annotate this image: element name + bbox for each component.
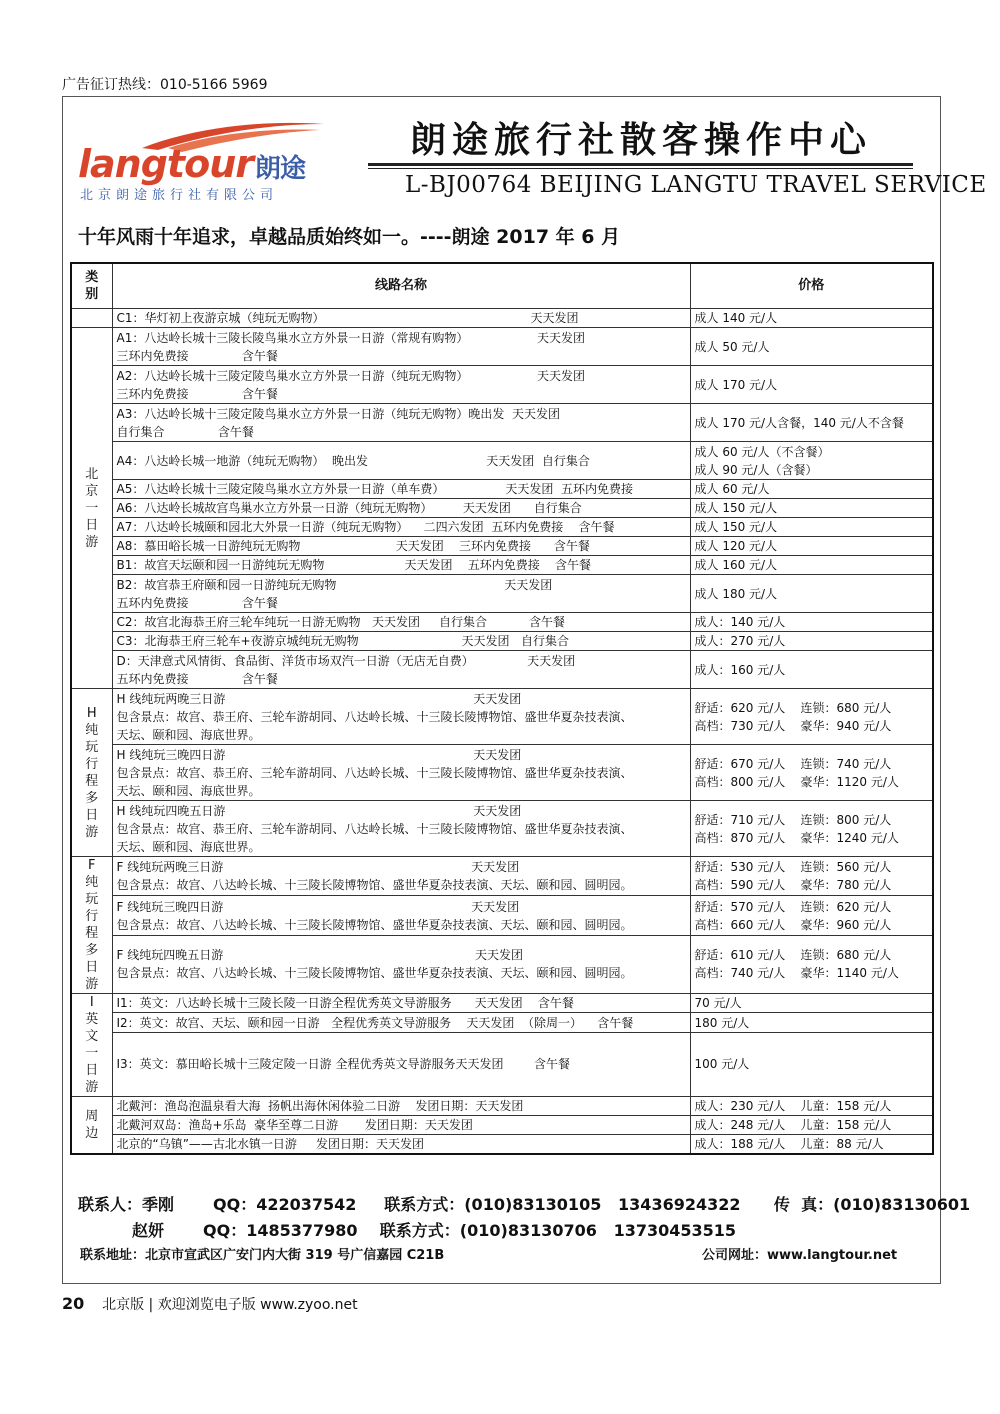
price-cell: 舒适：530 元/人 连锁：560 元/人 高档：590 元/人 豪华：780 元/人 xyxy=(690,857,933,896)
category-cell: H 纯 玩 行 程 多 日 游 xyxy=(71,689,112,857)
price-cell: 70 元/人 xyxy=(690,994,933,1013)
price-cell: 成人 140 元/人 xyxy=(690,309,933,328)
page-subtitle: L-BJ00764 BEIJING LANGTU TRAVEL SERVICE xyxy=(405,172,987,198)
price-cell: 100 元/人 xyxy=(690,1032,933,1096)
route-name-cell: A1：八达岭长城十三陵长陵鸟巢水立方外景一日游（常规有购物） 天天发团 三环内免费接 含午餐 xyxy=(112,328,690,366)
table-row xyxy=(71,857,933,896)
logo-company-name: 北京朗途旅行社有限公司 xyxy=(80,188,279,203)
price-cell: 成人：248 元/人 儿童：158 元/人 xyxy=(690,1116,933,1135)
logo-wordmark: langtour朗途 xyxy=(78,142,306,186)
route-name-cell: C2：故宫北海恭王府三轮车纯玩一日游无购物 天天发团 自行集合 含午餐 xyxy=(112,613,690,632)
price-cell: 成人：270 元/人 xyxy=(690,632,933,651)
table-row xyxy=(71,1097,933,1116)
price-cell: 舒适：570 元/人 连锁：620 元/人 高档：660 元/人 豪华：960 元/人 xyxy=(690,896,933,935)
route-name-cell: I1：英文：八达岭长城十三陵长陵一日游全程优秀英文导游服务 天天发团 含午餐 xyxy=(112,994,690,1013)
table-row xyxy=(71,575,933,613)
route-name-cell: I2：英文：故宫、天坛、颐和园一日游 全程优秀英文导游服务 天天发团 （除周一） 含午餐 xyxy=(112,1013,690,1032)
price-cell: 舒适：710 元/人 连锁：800 元/人 高档：870 元/人 豪华：1240 元/人 xyxy=(690,801,933,857)
page-footer xyxy=(62,1294,358,1314)
route-name-cell: B2：故宫恭王府颐和园一日游纯玩无购物 天天发团 五环内免费接 含午餐 xyxy=(112,575,690,613)
route-name-cell: C3：北海恭王府三轮车+夜游京城纯玩无购物 天天发团 自行集合 xyxy=(112,632,690,651)
category-cell: 周 边 xyxy=(71,1097,112,1155)
table-row xyxy=(71,801,933,857)
price-cell: 成人 180 元/人 xyxy=(690,575,933,613)
table-row xyxy=(71,613,933,632)
route-name-cell: A3：八达岭长城十三陵定陵鸟巢水立方外景一日游（纯玩无购物）晚出发 天天发团 自行集合 含午餐 xyxy=(112,404,690,442)
route-name-cell: A5：八达岭长城十三陵定陵鸟巢水立方外景一日游（单车费） 天天发团 五环内免费接 xyxy=(112,480,690,499)
table-row xyxy=(71,442,933,480)
table-header-row xyxy=(71,263,933,309)
route-name-cell: F 线纯玩两晚三日游 天天发团 包含景点：故宫、八达岭长城、十三陵长陵博物馆、盛世华夏杂技表演、天坛、颐和园、圆明园。 xyxy=(112,857,690,896)
price-cell: 舒适：670 元/人 连锁：740 元/人 高档：800 元/人 豪华：1120 元/人 xyxy=(690,745,933,801)
table-row xyxy=(71,366,933,404)
table-row xyxy=(71,1013,933,1032)
table-row xyxy=(71,1135,933,1155)
category-cell: I 英 文 一 日 游 xyxy=(71,994,112,1097)
route-name-cell: B1：故宫天坛颐和园一日游纯玩无购物 天天发团 五环内免费接 含午餐 xyxy=(112,556,690,575)
table-row xyxy=(71,328,933,366)
route-name-cell: A2：八达岭长城十三陵定陵鸟巢水立方外景一日游（纯玩无购物） 天天发团 三环内免费接 含午餐 xyxy=(112,366,690,404)
price-cell: 成人：140 元/人 xyxy=(690,613,933,632)
category-cell: 北 京 一 日 游 xyxy=(71,328,112,689)
page-footer-text: 北京版 | 欢迎浏览电子版 www.zyoo.net xyxy=(102,1297,358,1313)
table-row xyxy=(71,404,933,442)
price-cell: 成人 120 元/人 xyxy=(690,537,933,556)
table-row xyxy=(71,518,933,537)
route-name-cell: A4：八达岭长城一地游（纯玩无购物） 晚出发 天天发团 自行集合 xyxy=(112,442,690,480)
price-cell: 成人：160 元/人 xyxy=(690,651,933,689)
table-row xyxy=(71,556,933,575)
price-cell: 成人 170 元/人含餐，140 元/人不含餐 xyxy=(690,404,933,442)
title-divider-thin xyxy=(368,168,913,169)
route-name-cell: 北戴河双岛：渔岛+乐岛 豪华至尊二日游 发团日期：天天发团 xyxy=(112,1116,690,1135)
price-cell: 成人：230 元/人 儿童：158 元/人 xyxy=(690,1097,933,1116)
table-row xyxy=(71,1032,933,1096)
route-name-cell: I3：英文：慕田峪长城十三陵定陵一日游 全程优秀英文导游服务天天发团 含午餐 xyxy=(112,1032,690,1096)
contact-address: 联系地址：北京市宣武区广安门内大街 319 号广信嘉园 C21B xyxy=(80,1248,445,1263)
table-row xyxy=(71,499,933,518)
page-number: 20 xyxy=(62,1294,85,1313)
route-name-cell: 北京的“乌镇”——古北水镇一日游 发团日期：天天发团 xyxy=(112,1135,690,1155)
contact-line-2: 赵妍 QQ：1485377980 联系方式：(010)83130706 13730453515 xyxy=(132,1221,737,1240)
title-divider xyxy=(368,163,913,166)
ad-hotline: 广告征订热线：010-5166 5969 xyxy=(62,77,268,93)
langtour-logo xyxy=(78,118,368,204)
price-cell: 成人 160 元/人 xyxy=(690,556,933,575)
category-cell xyxy=(71,309,112,328)
route-name-cell: A6：八达岭长城故宫鸟巢水立方外景一日游（纯玩无购物） 天天发团 自行集合 xyxy=(112,499,690,518)
page-title: 朗途旅行社散客操作中心 xyxy=(410,119,873,161)
price-cell: 成人 60 元/人（不含餐） 成人 90 元/人（含餐） xyxy=(690,442,933,480)
category-cell: F 纯 玩 行 程 多 日 游 xyxy=(71,857,112,994)
route-name-cell: A7：八达岭长城颐和园北大外景一日游（纯玩无购物） 二四六发团 五环内免费接 含午餐 xyxy=(112,518,690,537)
route-name-cell: H 线纯玩四晚五日游 天天发团 包含景点：故宫、恭王府、三轮车游胡同、八达岭长城、十三陵长陵博物馆、盛世华夏杂技表演、 天坛、颐和园、海底世界。 xyxy=(112,801,690,857)
price-cell: 成人：188 元/人 儿童：88 元/人 xyxy=(690,1135,933,1155)
header-category: 类 别 xyxy=(71,263,112,309)
table-row xyxy=(71,935,933,993)
route-name-cell: F 线纯玩三晚四日游 天天发团 包含景点：故宫、八达岭长城、十三陵长陵博物馆、盛世华夏杂技表演、天坛、颐和园、圆明园。 xyxy=(112,896,690,935)
company-website: 公司网址：www.langtour.net xyxy=(702,1248,898,1263)
table-row xyxy=(71,309,933,328)
price-cell: 成人 60 元/人 xyxy=(690,480,933,499)
route-name-cell: C1：华灯初上夜游京城（纯玩无购物） 天天发团 xyxy=(112,309,690,328)
header-route: 线路名称 xyxy=(112,263,690,309)
table-row xyxy=(71,1116,933,1135)
slogan: 十年风雨十年追求，卓越品质始终如一。----朗途 2017 年 6 月 xyxy=(78,226,621,248)
table-row xyxy=(71,745,933,801)
route-name-cell: F 线纯玩四晚五日游 天天发团 包含景点：故宫、八达岭长城、十三陵长陵博物馆、盛世华夏杂技表演、天坛、颐和园、圆明园。 xyxy=(112,935,690,993)
price-cell: 成人 170 元/人 xyxy=(690,366,933,404)
contact-line-1: 联系人：季刚 QQ：422037542 联系方式：(010)83130105 13436924322 传 真：(010)83130601 xyxy=(78,1195,971,1214)
table-row xyxy=(71,480,933,499)
route-name-cell: 北戴河：渔岛泡温泉看大海 扬帆出海休闲体验二日游 发团日期：天天发团 xyxy=(112,1097,690,1116)
price-cell: 舒适：620 元/人 连锁：680 元/人 高档：730 元/人 豪华：940 元/人 xyxy=(690,689,933,745)
route-name-cell: H 线纯玩三晚四日游 天天发团 包含景点：故宫、恭王府、三轮车游胡同、八达岭长城、十三陵长陵博物馆、盛世华夏杂技表演、 天坛、颐和园、海底世界。 xyxy=(112,745,690,801)
routes-table xyxy=(70,262,934,1155)
route-name-cell: H 线纯玩两晚三日游 天天发团 包含景点：故宫、恭王府、三轮车游胡同、八达岭长城、十三陵长陵博物馆、盛世华夏杂技表演、 天坛、颐和园、海底世界。 xyxy=(112,689,690,745)
table-row xyxy=(71,896,933,935)
price-cell: 180 元/人 xyxy=(690,1013,933,1032)
price-cell: 成人 150 元/人 xyxy=(690,499,933,518)
price-cell: 成人 150 元/人 xyxy=(690,518,933,537)
price-cell: 成人 50 元/人 xyxy=(690,328,933,366)
table-row xyxy=(71,632,933,651)
table-row xyxy=(71,689,933,745)
route-name-cell: A8：慕田峪长城一日游纯玩无购物 天天发团 三环内免费接 含午餐 xyxy=(112,537,690,556)
price-cell: 舒适：610 元/人 连锁：680 元/人 高档：740 元/人 豪华：1140 元/人 xyxy=(690,935,933,993)
table-row xyxy=(71,994,933,1013)
table-row xyxy=(71,537,933,556)
table-row xyxy=(71,651,933,689)
header-price: 价格 xyxy=(690,263,933,309)
route-name-cell: D：天津意式风情街、食品街、洋货市场双汽一日游（无店无自费） 天天发团 五环内免费接 含午餐 xyxy=(112,651,690,689)
